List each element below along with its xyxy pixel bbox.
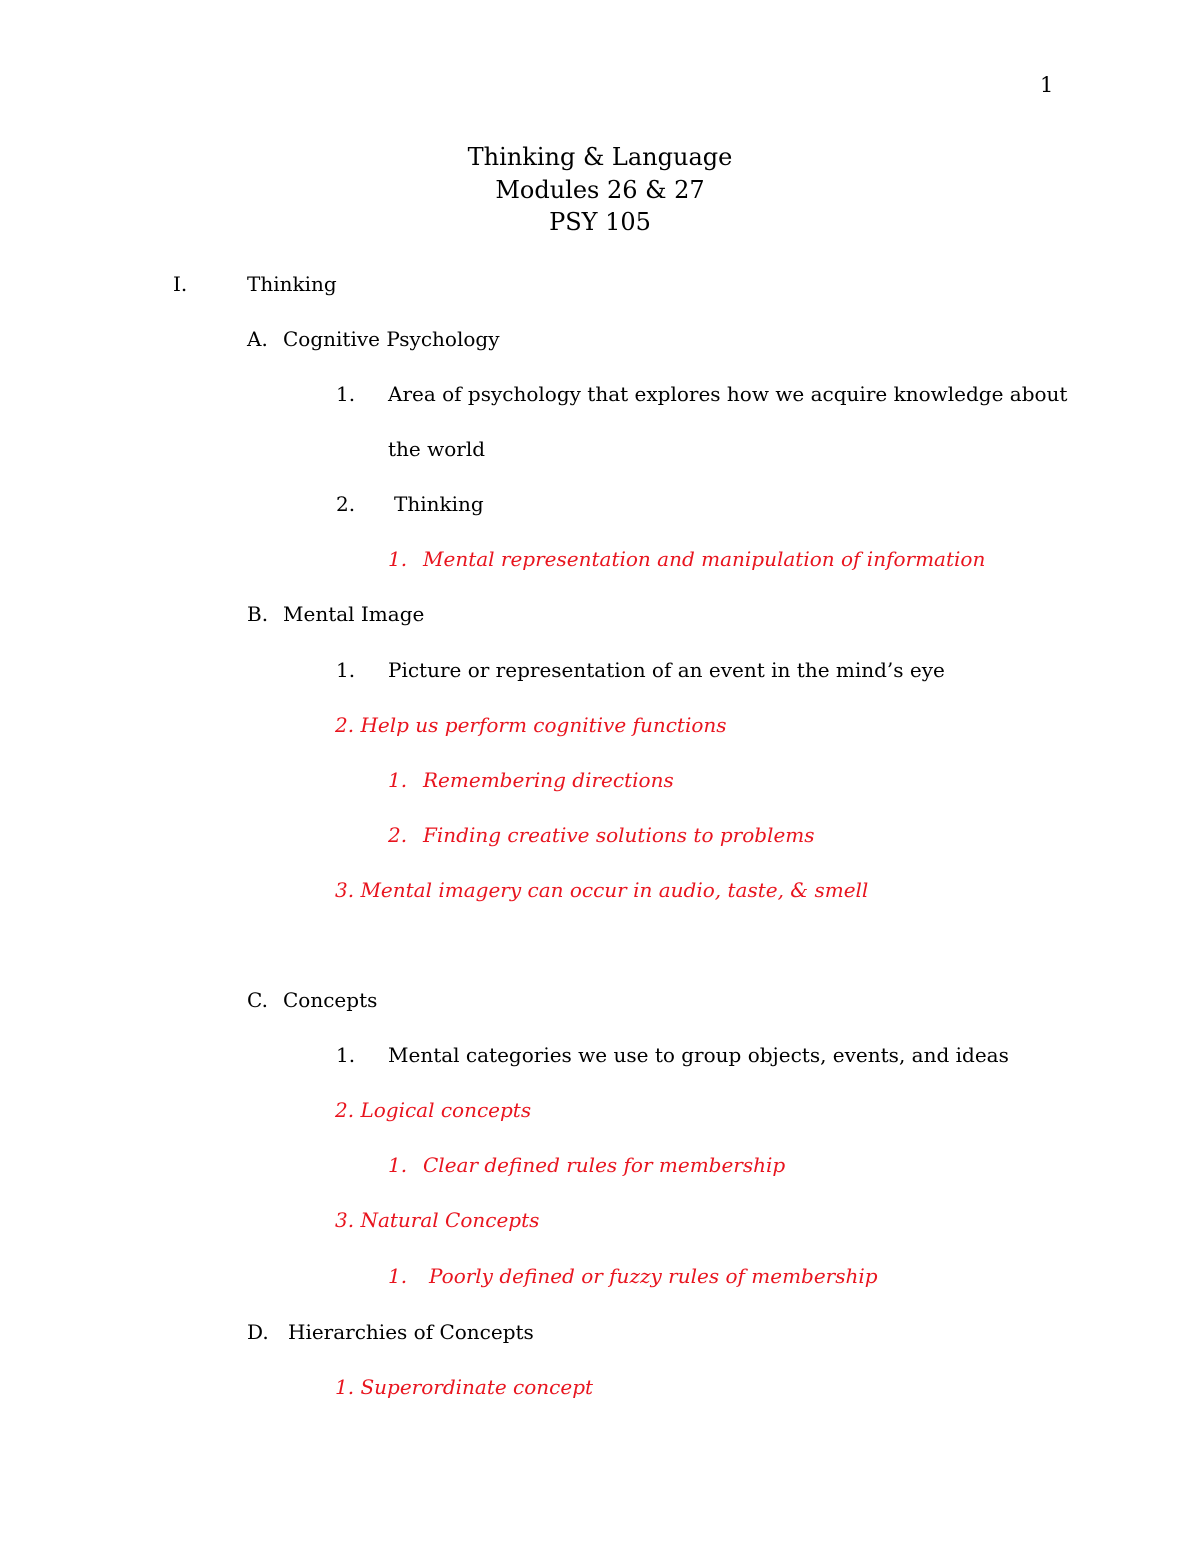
annotation-text: 2. Help us perform cognitive functions — [335, 713, 727, 737]
annotation-text: Mental representation and manipulation of information — [423, 547, 986, 571]
subsection-heading-cognitive-psychology: Cognitive Psychology — [283, 327, 500, 351]
list-marker: 2. — [336, 492, 356, 516]
list-item-text: Thinking — [394, 492, 484, 516]
annotation-text: Clear defined rules for membership — [423, 1153, 786, 1177]
annotation-marker: 2. — [388, 823, 408, 847]
list-marker: 1. — [336, 658, 356, 682]
document-modules: Modules 26 & 27 — [495, 176, 705, 204]
annotation-marker: 1. — [388, 1153, 408, 1177]
subsection-heading-concepts: Concepts — [283, 988, 378, 1012]
annotation-marker: 1. — [388, 768, 408, 792]
annotation-marker: 1. — [388, 1264, 408, 1288]
page-number: 1 — [1040, 73, 1054, 97]
annotation-text: 1. Superordinate concept — [335, 1375, 594, 1399]
annotation-text: Poorly defined or fuzzy rules of membership — [429, 1264, 878, 1288]
annotation-marker: 1. — [388, 547, 408, 571]
document-course: PSY 105 — [549, 208, 651, 236]
section-heading-thinking: Thinking — [247, 272, 337, 296]
annotation-text: Remembering directions — [423, 768, 674, 792]
subsection-marker-C: C. — [247, 988, 268, 1012]
document-title: Thinking & Language — [467, 143, 733, 171]
subsection-marker-A: A. — [247, 327, 268, 351]
section-marker-I: I. — [173, 272, 188, 296]
list-item-text: Area of psychology that explores how we acquire knowledge about — [388, 382, 1068, 406]
annotation-text: 3. Natural Concepts — [335, 1208, 540, 1232]
list-item-text: Mental categories we use to group objects, events, and ideas — [388, 1043, 1009, 1067]
list-item-text-continued: the world — [388, 437, 486, 461]
subsection-heading-hierarchies: Hierarchies of Concepts — [288, 1320, 534, 1344]
list-item-text: Picture or representation of an event in the mind’s eye — [388, 658, 945, 682]
list-marker: 1. — [336, 1043, 356, 1067]
annotation-text: 3. Mental imagery can occur in audio, taste, & smell — [335, 878, 869, 902]
annotation-text: 2. Logical concepts — [335, 1098, 532, 1122]
subsection-heading-mental-image: Mental Image — [283, 602, 425, 626]
annotation-text: Finding creative solutions to problems — [423, 823, 815, 847]
subsection-marker-B: B. — [247, 602, 269, 626]
subsection-marker-D: D. — [247, 1320, 269, 1344]
list-marker: 1. — [336, 382, 356, 406]
